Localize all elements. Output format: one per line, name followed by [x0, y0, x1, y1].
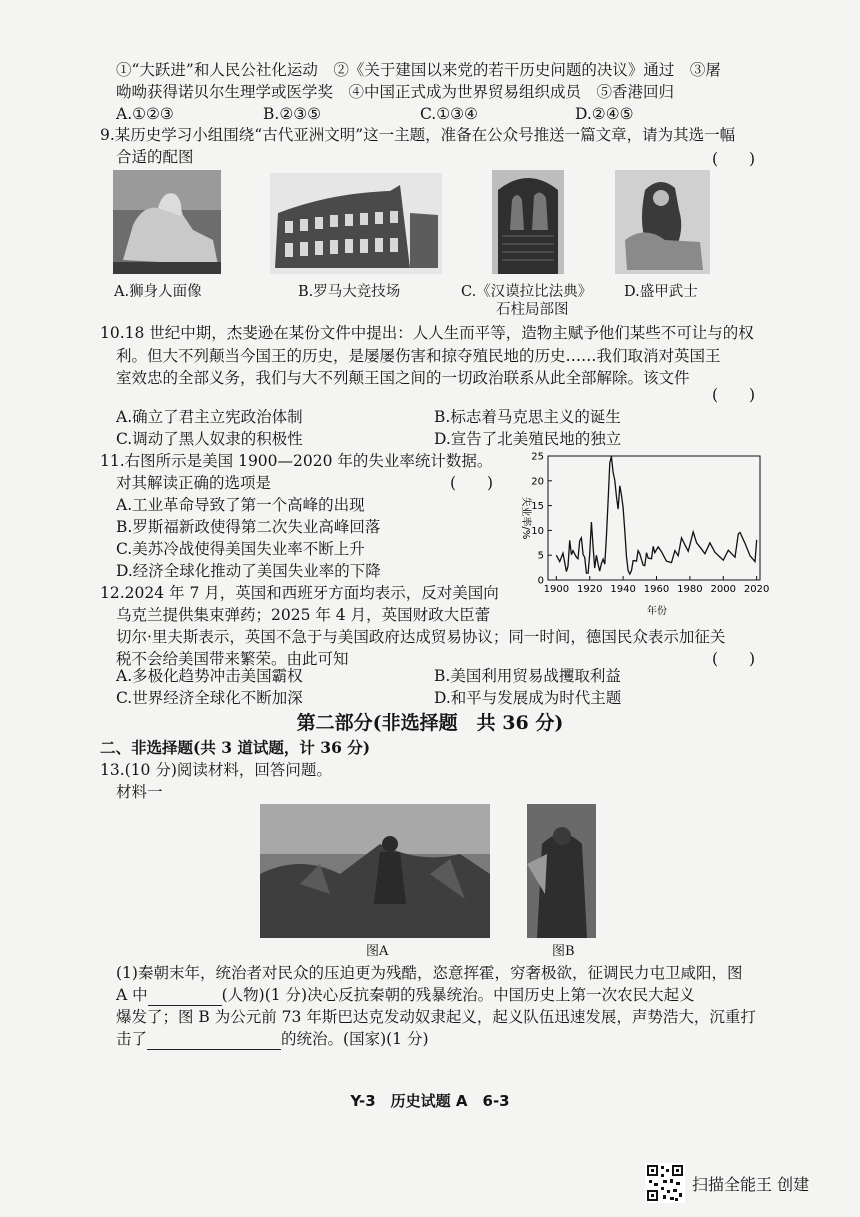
- scanner-watermark: 扫描全能王 创建: [692, 1175, 810, 1194]
- chart-y-tick-label: 15: [531, 501, 544, 513]
- chart-x-axis-label: 年份: [647, 606, 667, 617]
- unemployment-chart: [510, 448, 772, 618]
- q12-option-d: D.和平与发展成为时代主题: [434, 689, 622, 707]
- q9-caption-c-line2: 石柱局部图: [496, 302, 569, 318]
- q12-option-a: A.多极化趋势冲击美国霸权: [116, 667, 303, 685]
- figure-b-label: 图B: [552, 944, 575, 959]
- q8-option-d: D.②④⑤: [575, 105, 634, 123]
- q12-stem-line2: 乌克兰提供集束弹药；2025 年 4 月，英国财政大臣蕾: [116, 606, 491, 624]
- chart-series-line: [556, 457, 756, 575]
- q12-option-c: C.世界经济全球化不断加深: [116, 689, 303, 707]
- chart-y-tick-label: 5: [537, 550, 544, 562]
- q12-stem-line3: 切尔·里夫斯表示，英国不急于与美国政府达成贸易协议；同一时间，德国民众表示加征关: [116, 628, 726, 646]
- q10-option-b: B.标志着马克思主义的诞生: [434, 408, 621, 426]
- part-two-heading: 二、非选择题(共 3 道试题，计 36 分): [100, 738, 371, 757]
- chart-x-tick-label: 1920: [577, 584, 603, 595]
- chart-y-tick-label: 0: [537, 575, 544, 587]
- q9-caption-d: D.盛甲武士: [624, 284, 698, 300]
- figure-a-label: 图A: [366, 944, 389, 959]
- q11-option-a: A.工业革命导致了第一个高峰的出现: [116, 496, 365, 514]
- q11-stem-line2: 对其解读正确的选项是: [116, 474, 272, 492]
- q10-stem-line1: 10.18 世纪中期，杰斐逊在某份文件中提出：人人生而平等，造物主赋予他们某些不可让与的权: [100, 324, 754, 342]
- chart-y-axis-label: 失业率/%: [520, 496, 531, 540]
- chart-x-tick-label: 2020: [743, 584, 770, 595]
- q13-stem: 13.(10 分)阅读材料，回答问题。: [100, 761, 332, 779]
- q10-stem-line2: 利。但大不列颠当今国王的历史，是屡屡伤害和掠夺殖民地的历史……我们取消对英国王: [116, 347, 721, 365]
- material-one-label: 材料一: [116, 783, 163, 801]
- q9-answer-paren: ( ): [712, 150, 756, 168]
- q13-part1-line3: 爆发了；图 B 为公元前 73 年斯巴达克发动奴隶起义，起义队伍迅速发展，声势浩大，沉重打: [116, 1008, 756, 1026]
- q11-answer-paren: ( ): [450, 474, 494, 492]
- q13-part1-line2: [116, 984, 695, 1006]
- q8-option-a: A.①②③: [116, 105, 174, 123]
- chart-frame: [548, 456, 760, 580]
- q9-caption-a: A.狮身人面像: [114, 284, 202, 300]
- chart-x-tick-label: 1940: [610, 584, 636, 595]
- q12-answer-paren: ( ): [712, 650, 756, 668]
- q11-stem-line1: 11.右图所示是美国 1900—2020 年的失业率统计数据。: [100, 452, 493, 470]
- q13-part1-line4: [116, 1028, 429, 1050]
- q13-part1-line4-prefix: 击了: [116, 1030, 148, 1048]
- picture-armored-warrior: [615, 170, 710, 274]
- page-footer: Y-3 历史试题 A 6-3: [350, 1092, 510, 1110]
- figure-b-spartacus-image: [527, 804, 596, 938]
- q10-answer-paren: ( ): [712, 386, 756, 404]
- chart-x-tick-label: 2000: [710, 584, 737, 595]
- chart-x-tick-label: 1980: [677, 584, 703, 595]
- qr-code-icon: [645, 1163, 685, 1203]
- q12-stem-line1: 12.2024 年 7 月，英国和西班牙方面均表示，反对美国向: [100, 584, 499, 602]
- q13-part1-line4-rest: 的统治。(国家)(1 分): [281, 1030, 429, 1048]
- chart-y-tick-label: 10: [531, 525, 544, 537]
- picture-colosseum: [270, 173, 442, 274]
- q10-option-c: C.调动了黑人奴隶的积极性: [116, 430, 303, 448]
- q11-option-d: D.经济全球化推动了美国失业率的下降: [116, 562, 381, 580]
- q12-option-b: B.美国利用贸易战攫取利益: [434, 667, 621, 685]
- figure-a-uprising-image: [260, 804, 490, 938]
- q11-option-c: C.美苏冷战使得美国失业率不断上升: [116, 540, 365, 558]
- q13-part1-line1: (1)秦朝末年，统治者对民众的压迫更为残酷，恣意挥霍，穷奢极欲，征调民力屯卫咸阳，图: [116, 964, 743, 982]
- part-two-title: 第二部分(非选择题 共 36 分): [296, 712, 564, 734]
- chart-y-tick-label: 20: [531, 476, 544, 488]
- country-answer-blank[interactable]: [147, 1031, 281, 1050]
- chart-y-tick-label: 25: [531, 451, 544, 463]
- q9-caption-b: B.罗马大竞技场: [298, 284, 401, 300]
- q12-stem-line4: 税不会给美国带来繁荣。由此可知: [116, 650, 349, 668]
- picture-hammurabi-stele: [492, 170, 564, 274]
- picture-sphinx: [113, 170, 221, 274]
- q13-part1-line2-rest: (人物)(1 分)决心反抗秦朝的残暴统治。中国历史上第一次农民大起义: [221, 986, 695, 1004]
- q9-stem-line2: 合适的配图: [116, 148, 194, 166]
- q9-stem-line1: 9.某历史学习小组围绕“古代亚洲文明”这一主题，准备在公众号推送一篇文章，请为其选一幅: [100, 126, 736, 144]
- q9-caption-c: C.《汉谟拉比法典》: [461, 284, 593, 300]
- q10-stem-line3: 室效忠的全部义务，我们与大不列颠王国之间的一切政治联系从此全部解除。该文件: [116, 369, 690, 387]
- q10-option-a: A.确立了君主立宪政治体制: [116, 408, 303, 426]
- q13-part1-line2-prefix: A 中: [116, 986, 148, 1004]
- chart-x-tick-label: 1900: [543, 584, 570, 595]
- q11-option-b: B.罗斯福新政使得第二次失业高峰回落: [116, 518, 381, 536]
- q10-option-d: D.宣告了北美殖民地的独立: [434, 430, 622, 448]
- q8-option-b: B.②③⑤: [263, 105, 322, 123]
- q8-items-line2: 呦呦获得诺贝尔生理学或医学奖 ④中国正式成为世界贸易组织成员 ⑤香港回归: [116, 83, 675, 101]
- person-answer-blank[interactable]: [148, 987, 222, 1006]
- q8-option-c: C.①③④: [420, 105, 478, 123]
- chart-x-tick-label: 1960: [643, 584, 670, 595]
- q8-items-line1: ①“大跃进”和人民公社化运动 ②《关于建国以来党的若干历史问题的决议》通过 ③屠: [116, 61, 721, 79]
